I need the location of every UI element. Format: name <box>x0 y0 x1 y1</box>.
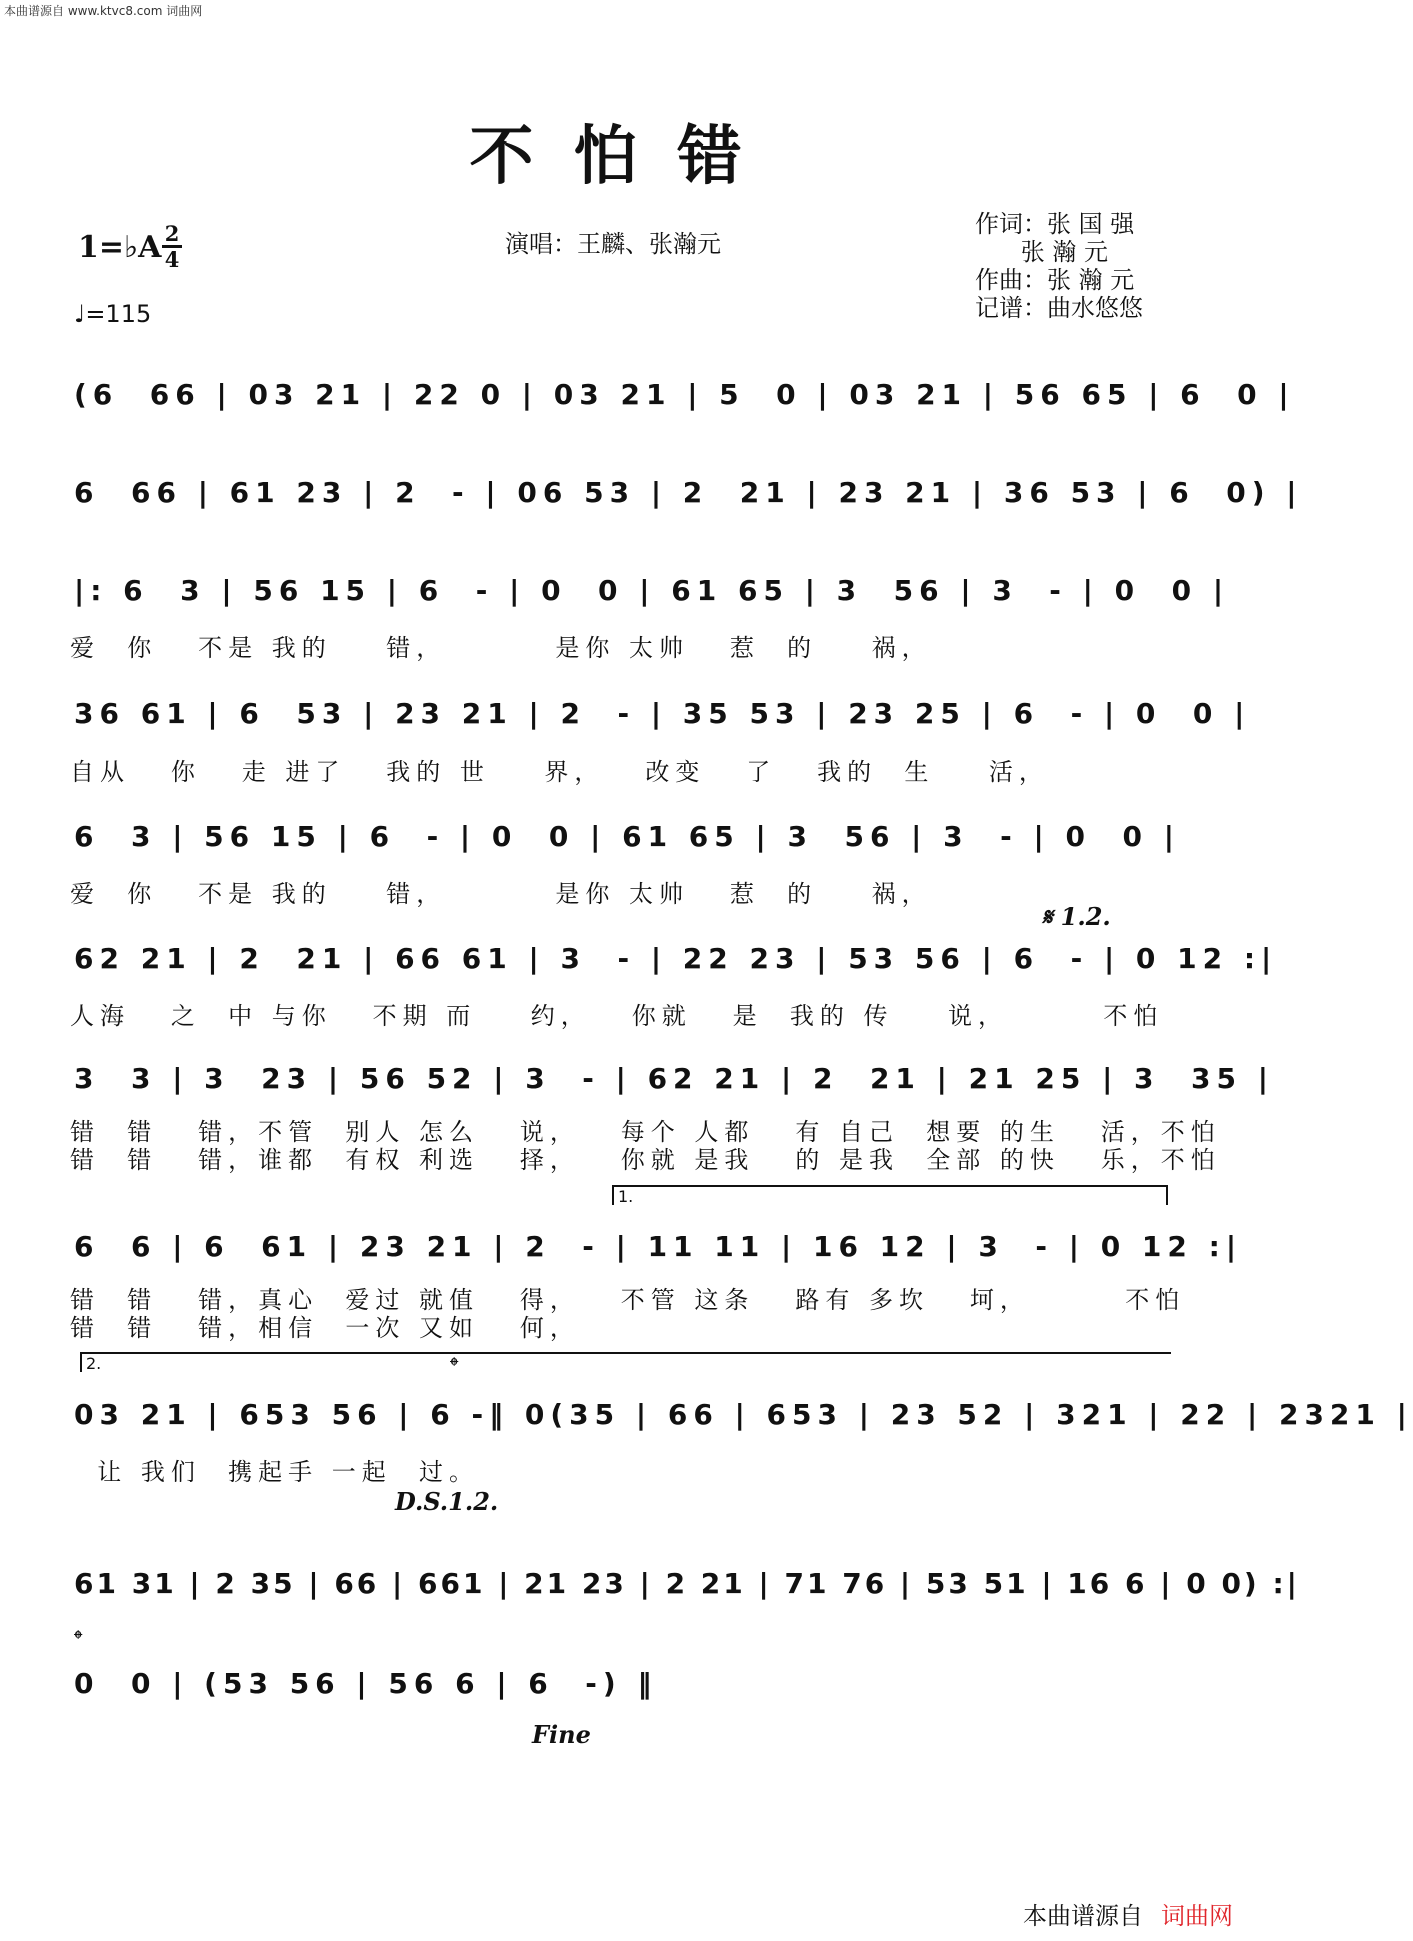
score-row-5: 6 3 | 56 15 | 6 - | 0 0 | 61 65 | 3 56 | 3 - | 0 0 | <box>74 820 1180 853</box>
bottom-watermark <box>1023 1896 1233 1931</box>
lyrics-row-3: 爱 你 不是 我的 错， 是你 太帅 惹 的 祸， <box>70 634 932 662</box>
score-row-3: |: 6 3 | 56 15 | 6 - | 0 0 | 61 65 | 3 56 | 3 - | 0 0 | <box>74 574 1230 607</box>
score-row-10: 61 31 | 2 35 | 66 | 661 | 21 23 | 2 21 | 71 76 | 53 51 | 16 6 | 0 0) :| <box>74 1567 1300 1600</box>
singer-credit: 演唱：王麟、张瀚元 <box>505 230 721 258</box>
score-row-2: 6 66 | 61 23 | 2 - | 06 53 | 2 21 | 23 21 | 36 53 | 6 0) | <box>74 476 1303 509</box>
lyrics-row-7a: 错 错 错，不管 别人 怎么 说， 每个 人都 有 自己 想要 的生 活，不怕 <box>70 1118 1221 1146</box>
score-row-4: 36 61 | 6 53 | 23 21 | 2 - | 35 53 | 23 25 | 6 - | 0 0 | <box>74 697 1251 730</box>
score-row-9: 03 21 | 653 56 | 6 -‖ 0(35 | 66 | 653 | 23 52 | 321 | 22 | 2321 | <box>74 1398 1413 1431</box>
coda-sign-1: 𝄌 <box>450 1352 459 1380</box>
bottom-watermark-site: 词曲网 <box>1161 1902 1233 1930</box>
time-signature <box>160 222 184 271</box>
lyrics-row-8a: 错 错 错，真心 爱过 就值 得， 不管 这条 路有 多坎 坷， 不怕 <box>70 1286 1186 1314</box>
top-watermark: 本曲谱源自 www.ktvc8.com 词曲网 <box>4 4 203 18</box>
score-row-7: 3 3 | 3 23 | 56 52 | 3 - | 62 21 | 2 21 | 21 25 | 3 35 | <box>74 1062 1274 1095</box>
score-row-8: 6 6 | 6 61 | 23 21 | 2 - | 11 11 | 16 12 | 3 - | 0 12 :| <box>74 1230 1243 1263</box>
fine-mark: Fine <box>532 1720 591 1749</box>
score-row-1: (6 66 | 03 21 | 22 0 | 03 21 | 5 0 | 03 21 | 56 65 | 6 0 | <box>74 378 1295 411</box>
lyrics-row-6: 人海 之 中 与你 不期 而 约， 你就 是 我的 传 说， 不怕 <box>70 1002 1164 1030</box>
lyrics-row-8b: 错 错 错，相信 一次 又如 何， <box>70 1314 580 1342</box>
time-signature-bottom: 4 <box>164 247 180 272</box>
lyrics-row-4: 自从 你 走 进了 我的 世 界， 改变 了 我的 生 活， <box>70 758 1049 786</box>
writer-credits: 作词：张 国 强 张 瀚 元 作曲：张 瀚 元 记谱：曲水悠悠 <box>975 210 1143 322</box>
coda-sign-2: 𝄌 <box>74 1625 83 1653</box>
bottom-watermark-text: 本曲谱源自 <box>1023 1902 1143 1930</box>
segno-mark: 𝄋 1.2. <box>1042 902 1111 931</box>
key-signature: 1=♭A <box>78 230 162 265</box>
score-row-6: 62 21 | 2 21 | 66 61 | 3 - | 22 23 | 53 56 | 6 - | 0 12 :| <box>74 942 1278 975</box>
lyrics-row-7b: 错 错 错，谁都 有权 利选 择， 你就 是我 的 是我 全部 的快 乐，不怕 <box>70 1146 1221 1174</box>
lyrics-row-5: 爱 你 不是 我的 错， 是你 太帅 惹 的 祸， <box>70 880 932 908</box>
tempo-marking: ♩=115 <box>74 300 152 328</box>
volta-1-bracket: 1. <box>612 1185 1168 1205</box>
volta-2-bracket: 2. <box>80 1352 1171 1372</box>
lyrics-row-9: 让 我们 携起手 一起 过。 <box>70 1458 480 1486</box>
score-row-11: 0 0 | (53 56 | 56 6 | 6 -) ‖ <box>74 1667 658 1700</box>
song-title: 不怕错 <box>469 119 782 194</box>
time-signature-top: 2 <box>164 221 180 246</box>
ds-mark: D.S.1.2. <box>395 1487 499 1516</box>
